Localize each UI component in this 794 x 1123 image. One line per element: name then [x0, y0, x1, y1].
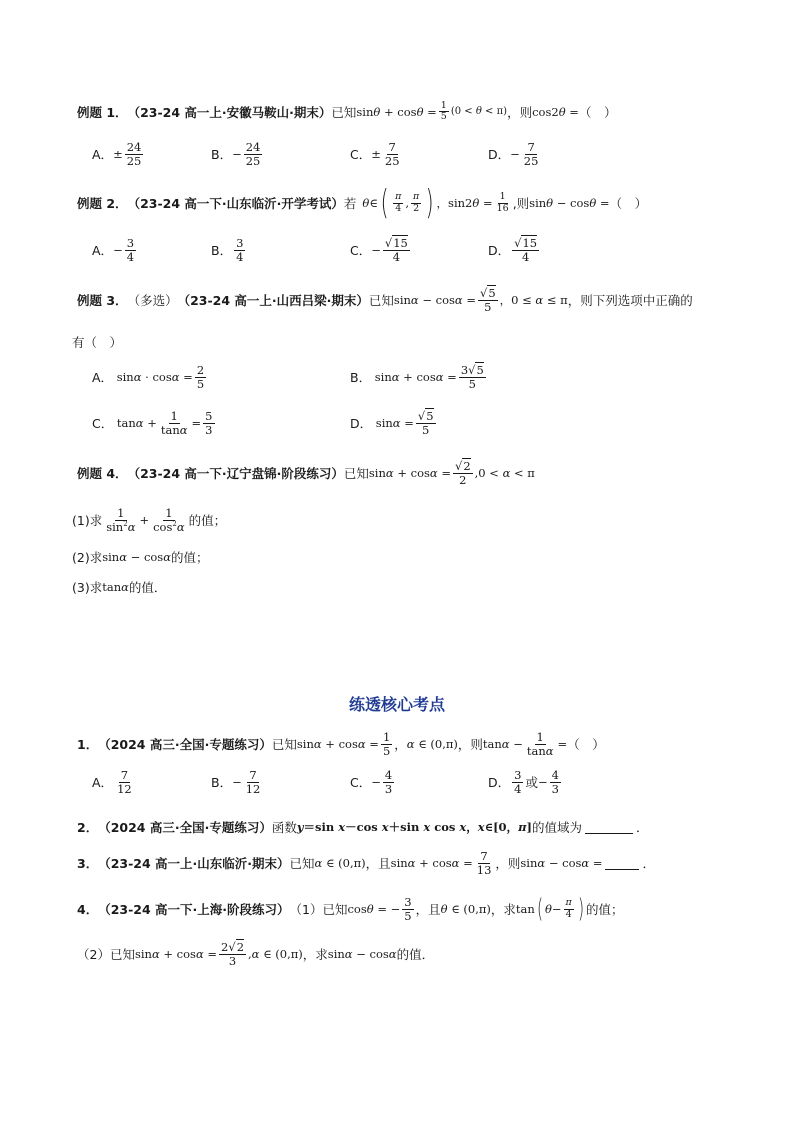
example-4-question-2 — [72, 548, 209, 566]
formula: ∈ — [369, 196, 378, 210]
stem-text: ，则 — [507, 104, 533, 120]
fraction: $\frac{4}{3}$ — [551, 768, 559, 796]
stem-text: ，求 — [490, 902, 516, 918]
answer-blank[interactable] — [585, 821, 633, 834]
option-label: B． — [211, 775, 233, 791]
stem-text: （ ） — [578, 104, 617, 120]
option-label: C． — [350, 243, 372, 259]
example-4-label: 例题 4． — [77, 466, 128, 482]
stem-text: ，求 — [302, 947, 328, 963]
paren: ( — [380, 183, 389, 223]
fraction: $\frac{1}{16}$ — [496, 191, 509, 214]
formula: sinθ + cosθ = — [356, 104, 437, 119]
fraction: $\frac{3}{5}$ — [404, 895, 412, 923]
practice-1-option-c[interactable] — [350, 769, 396, 795]
formula: θ — [362, 196, 370, 210]
formula: ∈ (0,π) — [414, 737, 458, 752]
formula: sinα − cosα — [102, 550, 171, 564]
fraction: $\frac{4}{3}$ — [384, 768, 393, 796]
option-label: A． — [92, 147, 114, 163]
example-3-stem-cont — [72, 333, 122, 351]
fraction: $\frac{\pi}{4}$ — [395, 191, 402, 214]
fraction: $\frac{3}{4}$ — [236, 236, 244, 264]
example-2-stem: 例题 2． （23-24 高一下·山东临沂·开学考试） 若 θ ∈ ( $\frac{\pi}{4}$ , $\frac{\pi}{2}$ ) ，sin2θ = $\frac{1}{16}$ ,则 sinθ − cosθ = （ ） — [77, 183, 648, 223]
option-label: D． — [488, 147, 511, 163]
fraction: $\frac{\pi}{2}$ — [413, 191, 420, 214]
formula: − — [232, 147, 242, 162]
example-2-label: 例题 2． — [77, 196, 128, 211]
fraction: $\frac{2√2}{3}$ — [221, 940, 245, 968]
stem-text: 若 — [343, 196, 357, 211]
fraction: $\frac{3}{4}$ — [514, 768, 522, 796]
stem-text: ，且 — [415, 902, 441, 918]
stem-text: 已知 — [331, 104, 357, 120]
fraction: $\frac{7}{13}$ — [476, 849, 492, 877]
formula: + — [139, 513, 150, 528]
or-text: 或 — [525, 775, 538, 791]
practice-1-label: 1． — [77, 737, 99, 753]
example-2-option-d[interactable] — [488, 237, 541, 263]
example-2-source: （23-24 高一下·山东临沂·开学考试） — [127, 196, 344, 211]
example-2-option-a[interactable] — [92, 237, 138, 263]
formula: − — [537, 775, 548, 790]
example-1-source: （23-24 高一上·安徽马鞍山·期末） — [127, 104, 332, 120]
fraction: $\frac{\pi}{4}$ — [565, 897, 572, 920]
stem-text: 已知 — [343, 466, 369, 482]
fraction: $\frac{√15}{4}$ — [514, 236, 538, 264]
fraction: $\frac{1}{\tan\alpha}$ — [160, 409, 188, 437]
practice-4-source: （23-24 高一下·上海·阶段练习） — [98, 902, 290, 918]
fraction: $\frac{7}{12}$ — [245, 768, 261, 796]
example-1-option-a[interactable] — [92, 141, 145, 167]
option-label: C． — [350, 147, 372, 163]
formula: = — [191, 416, 202, 431]
formula: sinα − cosα = — [520, 856, 603, 871]
option-label: D． — [488, 775, 511, 791]
example-4-stem — [77, 460, 535, 486]
fraction: $\frac{1}{5}$ — [382, 730, 391, 758]
stem-text: （2）已知 — [77, 947, 135, 963]
fraction: $\frac{√5}{5}$ — [480, 286, 496, 314]
option-label: C． — [92, 416, 114, 432]
formula: ，0 ≤ α ≤ π — [499, 293, 568, 308]
practice-4-part-2 — [77, 941, 434, 967]
practice-2-source: （2024 高三·全国·专题练习） — [98, 820, 272, 835]
practice-2-stem — [77, 818, 648, 836]
option-label: A． — [92, 243, 114, 259]
stem-text: ． — [635, 820, 649, 835]
formula: sinα = — [372, 416, 414, 431]
stem-text: ， — [394, 737, 407, 753]
fraction: $\frac{3}{4}$ — [126, 236, 135, 264]
stem-text: 已知 — [368, 293, 394, 309]
paren: ( — [536, 894, 543, 925]
formula: y＝sin x－cos x＋sin x cos x，x∈[0，π] — [296, 820, 532, 834]
stem-text: 函数 — [271, 820, 297, 835]
question-text: 的值； — [171, 550, 209, 565]
formula: − — [510, 147, 520, 162]
fraction: $\frac{3√5}{5}$ — [460, 363, 484, 391]
question-text: 的值； — [188, 513, 227, 529]
formula: θ — [440, 902, 448, 917]
stem-text: （ ） — [567, 737, 605, 753]
stem-text: （1）已知 — [289, 902, 348, 918]
formula: − — [551, 902, 562, 917]
formula: cos2θ = — [532, 104, 579, 119]
stem-text: 的值． — [396, 947, 435, 963]
stem-text: ，则下列选项中正确的 — [567, 293, 693, 309]
formula: ,α ∈ (0,π) — [248, 947, 303, 962]
formula: − — [113, 243, 123, 258]
stem-text: （ ） — [609, 196, 648, 211]
formula: − — [371, 775, 381, 790]
formula: sinα − cosα — [327, 947, 397, 962]
option-label: D． — [350, 416, 373, 432]
formula: ± — [371, 147, 381, 162]
formula: − — [232, 775, 242, 790]
example-2-option-c[interactable] — [350, 237, 412, 263]
practice-1-option-d[interactable] — [488, 769, 563, 795]
formula: sinα + cosα = — [368, 466, 451, 481]
practice-1-source: （2024 高三·全国·专题练习） — [98, 737, 272, 753]
formula: α — [406, 737, 415, 752]
option-label: B． — [350, 370, 372, 386]
formula: ,0 < α < π — [474, 466, 535, 481]
practice-1-option-b[interactable] — [211, 769, 264, 795]
formula: = — [557, 737, 568, 752]
question-text: (3)求 — [72, 580, 103, 595]
fraction: $\frac{1}{5}$ — [440, 100, 447, 123]
example-4-question-1 — [72, 507, 226, 533]
formula: sinα + cosα = — [134, 947, 218, 962]
formula: − — [371, 243, 381, 258]
formula: ∈ (0,π) — [322, 856, 366, 871]
fraction: $\frac{2}{5}$ — [196, 363, 205, 391]
example-3-stem — [77, 287, 693, 313]
formula: (0 < θ < π) — [450, 106, 508, 118]
stem-text: 的值域为 — [531, 820, 582, 835]
practice-1-stem — [77, 731, 605, 757]
practice-3-label: 3． — [77, 856, 99, 872]
formula: tanα — [102, 580, 129, 594]
formula: sinα + cosα = — [390, 856, 473, 871]
example-3-option-d[interactable] — [350, 410, 438, 436]
formula: sinα + cosα = — [371, 370, 457, 385]
stem-text: ，则 — [495, 856, 521, 872]
option-label: B． — [211, 147, 233, 163]
question-text: 的值． — [128, 580, 167, 595]
example-4-source: （23-24 高一下·辽宁盘锦·阶段练习） — [127, 466, 344, 482]
formula: θ — [544, 902, 552, 917]
fraction: $\frac{√15}{4}$ — [384, 236, 408, 264]
option-label: A． — [92, 775, 114, 791]
option-label: C． — [350, 775, 372, 791]
example-4-question-3 — [72, 578, 166, 596]
stem-text: 已知 — [289, 856, 315, 872]
stem-text: ． — [642, 856, 655, 872]
fraction: $\frac{1}{\cos^2\alpha}$ — [153, 506, 185, 534]
fraction: $\frac{√5}{5}$ — [417, 409, 434, 437]
fraction: $\frac{7}{25}$ — [523, 140, 539, 168]
stem-text: 的值； — [585, 902, 624, 918]
formula: ∈ (0,π) — [447, 902, 491, 917]
example-3-option-c[interactable] — [92, 410, 217, 436]
example-3-option-b[interactable] — [350, 364, 488, 390]
example-1-option-c[interactable] — [350, 141, 404, 167]
practice-3-stem — [77, 850, 655, 876]
example-3-option-a[interactable] — [92, 364, 208, 390]
question-text: (1)求 — [72, 513, 103, 529]
paren: ) — [425, 183, 434, 223]
formula: α — [314, 856, 323, 871]
formula: sinα + cosα = — [296, 737, 379, 752]
formula: sinα − cosα = — [393, 293, 476, 308]
example-1-option-d[interactable] — [488, 141, 542, 167]
example-3-label: 例题 3． — [77, 293, 128, 309]
practice-1-option-a[interactable] — [92, 769, 136, 795]
stem-text: 已知 — [271, 737, 297, 753]
formula: sinα · cosα = — [113, 370, 193, 385]
stem-text: ，且 — [365, 856, 391, 872]
option-label: A． — [92, 370, 114, 386]
stem-text: 有（ ） — [72, 335, 123, 350]
formula: sinθ − cosθ = — [529, 196, 610, 210]
question-text: (2)求 — [72, 550, 103, 565]
example-1-option-b[interactable] — [211, 141, 264, 167]
example-3-tag: （多选） — [127, 293, 178, 309]
option-label: D． — [488, 243, 511, 259]
practice-2-label: 2． — [77, 820, 99, 835]
fraction: $\frac{7}{25}$ — [384, 140, 400, 168]
answer-blank[interactable] — [605, 857, 639, 870]
fraction: $\frac{5}{3}$ — [205, 409, 213, 437]
formula: tan — [515, 902, 535, 917]
practice-4-label: 4． — [77, 902, 99, 918]
paren: ) — [577, 894, 584, 925]
fraction: $\frac{√2}{2}$ — [454, 459, 471, 487]
section-title: 练透核心考点 — [348, 695, 445, 714]
stem-text: ，则 — [457, 737, 483, 753]
example-2-option-b[interactable] — [211, 237, 247, 263]
fraction: $\frac{24}{25}$ — [126, 140, 142, 168]
formula: tanα − — [482, 737, 523, 752]
example-1-label: 例题 1． — [77, 104, 128, 120]
practice-4-part-1 — [77, 894, 624, 925]
formula: ，sin2θ = — [436, 196, 493, 210]
fraction: $\frac{1}{\sin^2\alpha}$ — [106, 506, 136, 534]
option-label: B． — [211, 243, 233, 259]
formula: ± — [113, 147, 123, 162]
formula: tanα + — [113, 416, 157, 431]
fraction: $\frac{7}{12}$ — [117, 768, 132, 796]
practice-3-source: （23-24 高一上·山东临沂·期末） — [98, 856, 290, 872]
example-1-stem — [77, 101, 616, 123]
fraction: $\frac{24}{25}$ — [245, 140, 261, 168]
example-3-source: （23-24 高一上·山西吕梁·期末） — [177, 293, 369, 309]
formula: cosθ = − — [347, 902, 401, 917]
stem-text: ,则 — [512, 196, 530, 211]
fraction: $\frac{1}{\tan\alpha}$ — [526, 730, 554, 758]
